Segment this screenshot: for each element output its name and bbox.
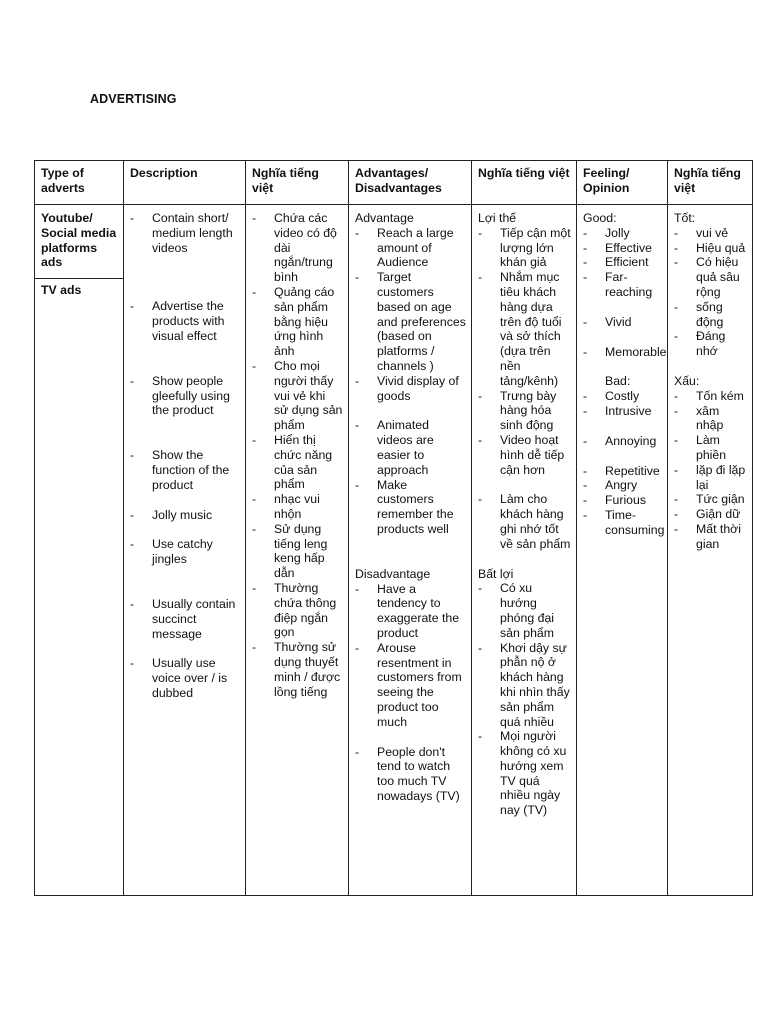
- table-row: [35, 205, 753, 896]
- description-vi-cell: [246, 205, 349, 896]
- feeling-good-item: - Far-reaching: [583, 270, 662, 300]
- feeling-good-item: - Jolly: [583, 226, 662, 241]
- description-item: - Usually use voice over / is dubbed: [130, 656, 240, 700]
- feeling-bad-item: - Time-consuming: [583, 508, 662, 538]
- feeling-good-item: - Vivid: [583, 315, 662, 330]
- feeling-vi-good-label: Tốt:: [674, 211, 696, 225]
- description-vi-item: - Thường chứa thông điệp ngắn gọn: [252, 581, 343, 640]
- description-vi-item: - Cho mọi người thấy vui vẻ khi sử dụng sản phẩm: [252, 359, 343, 433]
- type-tv-ads: TV ads: [41, 283, 82, 297]
- column-header-feeling: Feeling/ Opinion: [577, 161, 668, 205]
- advantages-cell: [349, 205, 472, 896]
- feeling-good-item: - Effective: [583, 241, 662, 256]
- feeling-vi-bad-item: - lặp đi lặp lại: [674, 463, 747, 493]
- feeling-vi-cell: [668, 205, 753, 896]
- feeling-bad-item: - Costly: [583, 389, 662, 404]
- advantage-vi-item: - Trưng bày hàng hóa sinh động: [478, 389, 571, 433]
- advertising-table: [34, 160, 753, 896]
- feeling-vi-bad-label: Xấu:: [674, 373, 700, 388]
- advantages-vi-cell: [472, 205, 577, 896]
- disadvantage-item: - Have a tendency to exaggerate the product: [355, 582, 466, 641]
- disadvantage-vi-label: Bất lợi: [478, 566, 514, 581]
- feeling-vi-bad-item: - Tức giận: [674, 492, 747, 507]
- advantage-vi-item: - Làm cho khách hàng ghi nhớ tốt về sản phẩm: [478, 492, 571, 551]
- description-vi-item: - Quảng cáo sản phẩm bằng hiệu ứng hình ảnh: [252, 285, 343, 359]
- advantage-label: Advantage: [355, 211, 414, 225]
- description-vi-item: - Sử dụng tiếng leng keng hấp dẫn: [252, 522, 343, 581]
- column-header-advantages-vi: Nghĩa tiếng việt: [472, 161, 577, 205]
- type-youtube-social: Youtube/ Social media platforms ads: [35, 205, 123, 279]
- advantage-item: - Target customers based on age and preferences (based on platforms / channels ): [355, 270, 466, 374]
- advantage-item: - Reach a large amount of Audience: [355, 226, 466, 270]
- advantage-item: - Make customers remember the products well: [355, 478, 466, 537]
- description-vi-item: - Hiển thị chức năng của sản phẩm: [252, 433, 343, 492]
- description-item: - Contain short/ medium length videos: [130, 211, 240, 255]
- feeling-good-item: - Memorable: [583, 345, 662, 360]
- disadvantage-item: - People don't tend to watch too much TV nowadays (TV): [355, 745, 466, 804]
- column-header-advantages: Advantages/ Disadvantages: [349, 161, 472, 205]
- advantage-vi-item: - Tiếp cận một lượng lớn khán giả: [478, 226, 571, 270]
- description-vi-item: - Chứa các video có độ dài ngắn/trung bình: [252, 211, 343, 285]
- feeling-vi-bad-item: - Làm phiền: [674, 433, 747, 463]
- feeling-bad-item: - Angry: [583, 478, 662, 493]
- disadvantage-item: - Arouse resentment in customers from seeing the product too much: [355, 641, 466, 730]
- advantage-item: - Animated videos are easier to approach: [355, 418, 466, 477]
- disadvantage-label: Disadvantage: [355, 566, 431, 581]
- feeling-bad-item: - Intrusive: [583, 404, 662, 419]
- advantage-vi-item: - Video hoạt hình dễ tiếp cận hơn: [478, 433, 571, 477]
- advantage-item: - Vivid display of goods: [355, 374, 466, 404]
- feeling-vi-good-item: - Đáng nhớ: [674, 329, 747, 359]
- page-title: ADVERTISING: [90, 92, 177, 106]
- column-header-feeling-vi: Nghĩa tiếng việt: [668, 161, 753, 205]
- type-cell: [35, 205, 124, 896]
- feeling-vi-bad-item: - Mất thời gian: [674, 522, 747, 552]
- feeling-bad-item: - Repetitive: [583, 464, 662, 479]
- advantage-vi-label: Lợi thế: [478, 211, 517, 225]
- disadvantage-vi-item: - Mọi người không có xu hướng xem TV quá nhiều ngày nay (TV): [478, 729, 571, 818]
- disadvantage-vi-item: - Khơi dậy sự phẫn nộ ở khách hàng khi nhìn thấy sản phẩm quá nhiều: [478, 641, 571, 730]
- description-item: - Show people gleefully using the product: [130, 374, 240, 418]
- column-header-type: Type of adverts: [35, 161, 124, 205]
- feeling-good-item: - Efficient: [583, 255, 662, 270]
- column-header-description-vi: Nghĩa tiếng việt: [246, 161, 349, 205]
- feeling-cell: [577, 205, 668, 896]
- description-vi-item: - Thường sử dụng thuyết minh / được lồng tiếng: [252, 640, 343, 699]
- description-item: - Use catchy jingles: [130, 537, 240, 567]
- description-cell: [124, 205, 246, 896]
- description-item: - Jolly music: [130, 508, 240, 523]
- feeling-vi-bad-item: - Giận dữ: [674, 507, 747, 522]
- feeling-vi-good-item: - Hiệu quả: [674, 241, 747, 256]
- description-item: - Usually contain succinct message: [130, 597, 240, 641]
- feeling-bad-label: Bad:: [605, 374, 631, 389]
- feeling-vi-bad-item: - xâm nhập: [674, 404, 747, 434]
- table-header-row: [35, 161, 753, 205]
- feeling-vi-good-item: - sống động: [674, 300, 747, 330]
- feeling-bad-item: - Furious: [583, 493, 662, 508]
- feeling-good-label: Good:: [583, 211, 617, 225]
- description-vi-item: - nhạc vui nhộn: [252, 492, 343, 522]
- feeling-vi-good-item: - Có hiệu quả sâu rộng: [674, 255, 747, 299]
- advantage-vi-item: - Nhắm mục tiêu khách hàng dựa trên độ tuổi và sở thích (dựa trên nền tảng/kênh): [478, 270, 571, 388]
- column-header-description: Description: [124, 161, 246, 205]
- feeling-vi-good-item: - vui vẻ: [674, 226, 747, 241]
- description-item: - Show the function of the product: [130, 448, 240, 492]
- feeling-vi-bad-item: - Tốn kém: [674, 389, 747, 404]
- feeling-bad-item: - Annoying: [583, 434, 662, 449]
- disadvantage-vi-item: - Có xu hướng phóng đại sản phẩm: [478, 581, 571, 640]
- description-item: - Advertise the products with visual effect: [130, 299, 240, 343]
